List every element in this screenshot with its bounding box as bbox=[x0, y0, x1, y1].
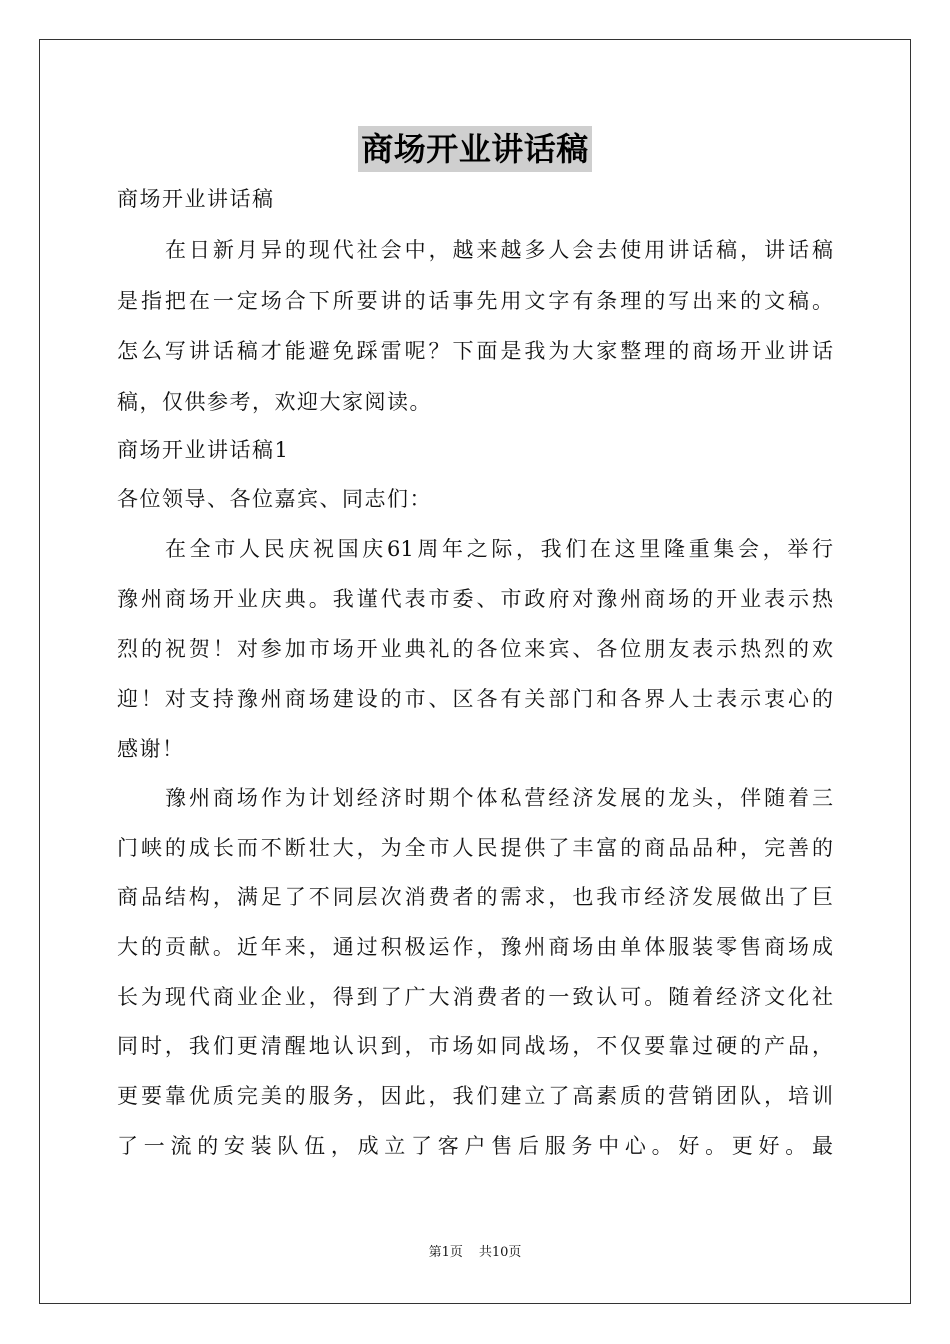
body-line: 豫州商场开业庆典。我谨代表市委、市政府对豫州商场的开业表示热 bbox=[117, 587, 833, 611]
body-line: 稿，仅供参考，欢迎大家阅读。 bbox=[117, 390, 432, 414]
body-line: 感谢！ bbox=[117, 737, 185, 761]
body-line: 在全市人民庆祝国庆61周年之际，我们在这里隆重集会，举行 bbox=[165, 537, 833, 561]
body-line: 大的贡献。近年来，通过积极运作，豫州商场由单体服装零售商场成 bbox=[117, 935, 833, 959]
body-line: 迎！对支持豫州商场建设的市、区各有关部门和各界人士表示衷心的 bbox=[117, 687, 833, 711]
section-heading: 商场开业讲话稿1 bbox=[117, 438, 290, 462]
body-line: 商场开业讲话稿 bbox=[117, 187, 275, 211]
body-line: 豫州商场作为计划经济时期个体私营经济发展的龙头，伴随着三 bbox=[165, 786, 833, 810]
body-line: 更要靠优质完美的服务，因此，我们建立了高素质的营销团队，培训 bbox=[117, 1084, 833, 1108]
body-line: 是指把在一定场合下所要讲的话事先用文字有条理的写出来的文稿。 bbox=[117, 289, 833, 313]
title-container bbox=[0, 126, 950, 172]
body-line: 了一流的安装队伍，成立了客户售后服务中心。好。更好。最 bbox=[117, 1134, 833, 1158]
page-number: 第1页 bbox=[428, 1245, 463, 1260]
page-footer bbox=[0, 1244, 950, 1262]
page-border bbox=[39, 39, 911, 1304]
salutation: 各位领导、各位嘉宾、同志们： bbox=[117, 487, 432, 511]
body-line: 烈的祝贺！对参加市场开业典礼的各位来宾、各位朋友表示热烈的欢 bbox=[117, 637, 833, 661]
body-line: 怎么写讲话稿才能避免踩雷呢？下面是我为大家整理的商场开业讲话 bbox=[117, 339, 833, 363]
page-total: 共10页 bbox=[478, 1245, 522, 1260]
body-line: 商品结构，满足了不同层次消费者的需求，也我市经济发展做出了巨 bbox=[117, 885, 833, 909]
body-line: 同时，我们更清醒地认识到，市场如同战场，不仅要靠过硬的产品， bbox=[117, 1034, 833, 1058]
document-title: 商场开业讲话稿 bbox=[358, 126, 592, 172]
body-line: 门峡的成长而不断壮大，为全市人民提供了丰富的商品品种，完善的 bbox=[117, 836, 833, 860]
body-line: 长为现代商业企业，得到了广大消费者的一致认可。随着经济文化社 bbox=[117, 985, 833, 1009]
body-line: 在日新月异的现代社会中，越来越多人会去使用讲话稿，讲话稿 bbox=[165, 238, 833, 262]
